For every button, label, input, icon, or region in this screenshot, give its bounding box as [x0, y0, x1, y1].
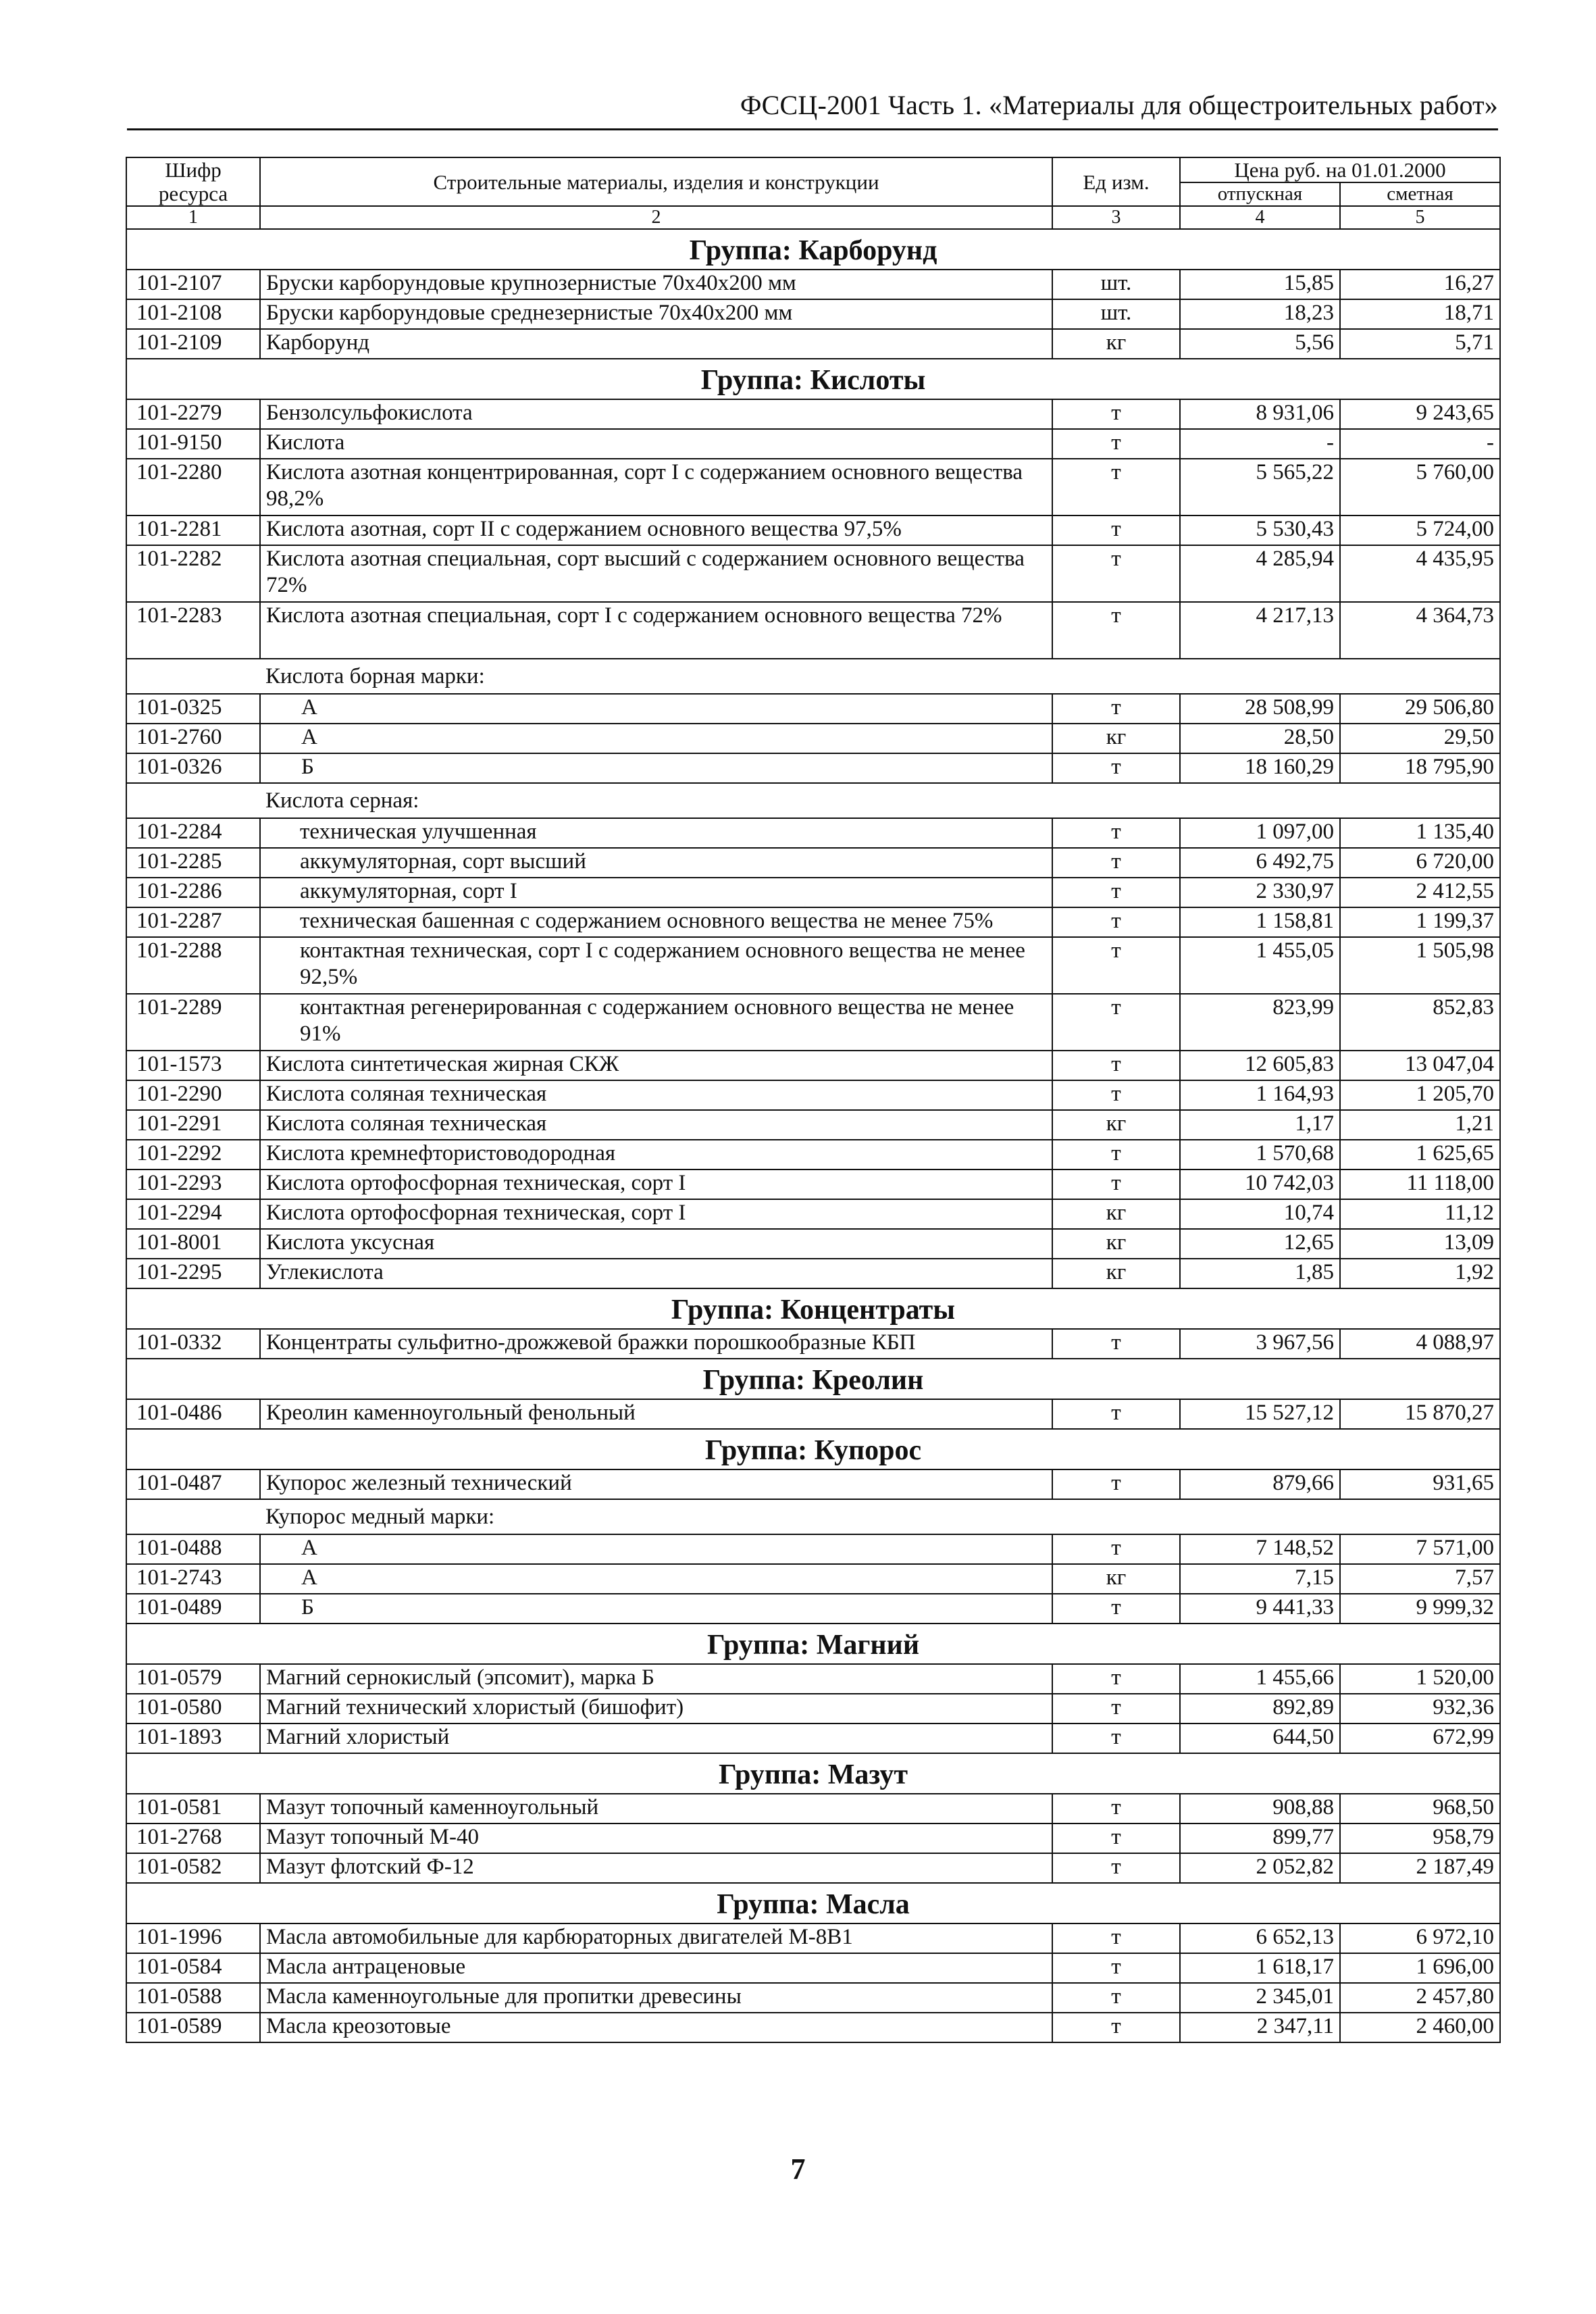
estimate-price: - [1340, 429, 1500, 459]
estimate-price: 5,71 [1340, 329, 1500, 359]
estimate-price: 1,21 [1340, 1110, 1500, 1140]
release-price: 879,66 [1180, 1469, 1340, 1499]
material-name: Кислота уксусная [260, 1229, 1052, 1259]
resource-code: 101-0581 [126, 1794, 260, 1823]
release-price: 1 158,81 [1180, 907, 1340, 937]
material-name: Масла каменноугольные для пропитки древесины [260, 1983, 1052, 2013]
unit-of-measure: т [1052, 1329, 1180, 1359]
table-row [126, 2013, 1500, 2042]
column-number: 2 [260, 206, 1052, 229]
column-number: 1 [126, 206, 260, 229]
material-name: Кислота азотная концентрированная, сорт I с содержанием основного вещества 98,2% [260, 459, 1052, 515]
material-name: Масла антраценовые [260, 1953, 1052, 1983]
release-price: - [1180, 429, 1340, 459]
release-price: 15,85 [1180, 270, 1340, 299]
material-name: аккумуляторная, сорт I [260, 878, 1052, 907]
column-header-release: отпускная [1180, 182, 1340, 206]
table-row [126, 1080, 1500, 1110]
resource-code: 101-9150 [126, 429, 260, 459]
material-name: Креолин каменноугольный фенольный [260, 1399, 1052, 1429]
resource-code: 101-2287 [126, 907, 260, 937]
material-name: Кислота соляная техническая [260, 1080, 1052, 1110]
table-row [126, 399, 1500, 429]
estimate-price: 2 460,00 [1340, 2013, 1500, 2042]
table-row [126, 1724, 1500, 1753]
estimate-price: 931,65 [1340, 1469, 1500, 1499]
table-row [126, 937, 1500, 994]
unit-of-measure: т [1052, 1664, 1180, 1694]
estimate-price: 4 088,97 [1340, 1329, 1500, 1359]
resource-code: 101-8001 [126, 1229, 260, 1259]
material-name: Бруски карборундовые среднезернистые 70х40х200 мм [260, 299, 1052, 329]
estimate-price: 4 435,95 [1340, 545, 1500, 602]
resource-code: 101-0580 [126, 1694, 260, 1724]
material-name: Кислота азотная специальная, сорт высший с содержанием основного вещества 72% [260, 545, 1052, 602]
material-name: Б [260, 753, 1052, 783]
estimate-price: 15 870,27 [1340, 1399, 1500, 1429]
table-row [126, 1399, 1500, 1429]
table-row [126, 1923, 1500, 1953]
estimate-price: 5 724,00 [1340, 515, 1500, 545]
estimate-price: 11,12 [1340, 1199, 1500, 1229]
resource-code: 101-2295 [126, 1259, 260, 1288]
unit-of-measure: т [1052, 753, 1180, 783]
release-price: 1 570,68 [1180, 1140, 1340, 1169]
group-title: Группа: Концентраты [126, 1288, 1500, 1329]
release-price: 908,88 [1180, 1794, 1340, 1823]
group-title: Группа: Купорос [126, 1429, 1500, 1469]
unit-of-measure: т [1052, 2013, 1180, 2042]
group-title-row [126, 1429, 1500, 1469]
material-name: Карборунд [260, 329, 1052, 359]
group-title: Группа: Магний [126, 1624, 1500, 1664]
group-title: Группа: Масла [126, 1883, 1500, 1923]
group-title-row [126, 1883, 1500, 1923]
unit-of-measure: т [1052, 848, 1180, 878]
column-header-name: Строительные материалы, изделия и конструкции [260, 157, 1052, 206]
unit-of-measure: т [1052, 1594, 1180, 1624]
estimate-price: 11 118,00 [1340, 1169, 1500, 1199]
resource-code: 101-0486 [126, 1399, 260, 1429]
material-name: Магний хлористый [260, 1724, 1052, 1753]
resource-code: 101-0488 [126, 1534, 260, 1564]
empty-cell [126, 1499, 260, 1534]
unit-of-measure: т [1052, 907, 1180, 937]
column-number: 5 [1340, 206, 1500, 229]
resource-code: 101-2281 [126, 515, 260, 545]
resource-code: 101-2292 [126, 1140, 260, 1169]
release-price: 10,74 [1180, 1199, 1340, 1229]
unit-of-measure: т [1052, 694, 1180, 724]
release-price: 1 455,66 [1180, 1664, 1340, 1694]
table-row [126, 545, 1500, 602]
release-price: 6 492,75 [1180, 848, 1340, 878]
material-name: А [260, 1534, 1052, 1564]
unit-of-measure: кг [1052, 1229, 1180, 1259]
group-title-row [126, 359, 1500, 399]
unit-of-measure: т [1052, 818, 1180, 848]
table-row [126, 459, 1500, 515]
material-name: Бруски карборундовые крупнозернистые 70х40х200 мм [260, 270, 1052, 299]
resource-code: 101-1996 [126, 1923, 260, 1953]
table-row [126, 1564, 1500, 1594]
material-name: Кислота азотная, сорт II с содержанием основного вещества 97,5% [260, 515, 1052, 545]
release-price: 823,99 [1180, 994, 1340, 1051]
release-price: 9 441,33 [1180, 1594, 1340, 1624]
table-row [126, 1199, 1500, 1229]
table-row [126, 1594, 1500, 1624]
group-title-row [126, 229, 1500, 270]
table-row [126, 1259, 1500, 1288]
resource-code: 101-2285 [126, 848, 260, 878]
material-name: техническая башенная с содержанием основного вещества не менее 75% [260, 907, 1052, 937]
estimate-price: 1,92 [1340, 1259, 1500, 1288]
material-name: Мазут флотский Ф-12 [260, 1853, 1052, 1883]
table-row [126, 1694, 1500, 1724]
estimate-price: 1 205,70 [1340, 1080, 1500, 1110]
resource-code: 101-0487 [126, 1469, 260, 1499]
resource-code: 101-0589 [126, 2013, 260, 2042]
resource-code: 101-2284 [126, 818, 260, 848]
table-row [126, 907, 1500, 937]
estimate-price: 7,57 [1340, 1564, 1500, 1594]
unit-of-measure: т [1052, 459, 1180, 515]
unit-of-measure: т [1052, 1983, 1180, 2013]
estimate-price: 13 047,04 [1340, 1051, 1500, 1080]
unit-of-measure: т [1052, 1399, 1180, 1429]
unit-of-measure: т [1052, 1169, 1180, 1199]
subheading: Кислота серная: [260, 783, 1500, 818]
release-price: 7 148,52 [1180, 1534, 1340, 1564]
group-title-row [126, 1753, 1500, 1794]
table-row [126, 1469, 1500, 1499]
table-row [126, 299, 1500, 329]
table-row [126, 1229, 1500, 1259]
resource-code: 101-2286 [126, 878, 260, 907]
release-price: 3 967,56 [1180, 1329, 1340, 1359]
release-price: 5 565,22 [1180, 459, 1340, 515]
resource-code: 101-2290 [126, 1080, 260, 1110]
material-name: Масла автомобильные для карбюраторных двигателей М-8В1 [260, 1923, 1052, 1953]
resource-code: 101-2280 [126, 459, 260, 515]
estimate-price: 2 187,49 [1340, 1853, 1500, 1883]
group-title-row [126, 1624, 1500, 1664]
resource-code: 101-2107 [126, 270, 260, 299]
empty-cell [126, 783, 260, 818]
table-row [126, 753, 1500, 783]
material-name: Магний технический хлористый (бишофит) [260, 1694, 1052, 1724]
estimate-price: 29 506,80 [1340, 694, 1500, 724]
resource-code: 101-2282 [126, 545, 260, 602]
resource-code: 101-2293 [126, 1169, 260, 1199]
column-header-price: Цена руб. на 01.01.2000 [1180, 157, 1500, 182]
column-header-code: Шифр ресурса [126, 157, 260, 206]
release-price: 12,65 [1180, 1229, 1340, 1259]
estimate-price: 13,09 [1340, 1229, 1500, 1259]
resource-code: 101-0325 [126, 694, 260, 724]
unit-of-measure: кг [1052, 329, 1180, 359]
resource-code: 101-1893 [126, 1724, 260, 1753]
page-header: ФССЦ-2001 Часть 1. «Материалы для общестроительных работ» [740, 90, 1498, 120]
material-name: Углекислота [260, 1259, 1052, 1288]
release-price: 644,50 [1180, 1724, 1340, 1753]
group-title: Группа: Кислоты [126, 359, 1500, 399]
unit-of-measure: т [1052, 994, 1180, 1051]
resource-code: 101-2288 [126, 937, 260, 994]
table-row [126, 818, 1500, 848]
unit-of-measure: т [1052, 1694, 1180, 1724]
estimate-price: 29,50 [1340, 724, 1500, 753]
table-row [126, 1169, 1500, 1199]
resource-code: 101-2294 [126, 1199, 260, 1229]
table-row [126, 1983, 1500, 2013]
estimate-price: 1 505,98 [1340, 937, 1500, 994]
estimate-price: 5 760,00 [1340, 459, 1500, 515]
unit-of-measure: т [1052, 429, 1180, 459]
material-name: А [260, 724, 1052, 753]
price-table [126, 157, 1501, 2043]
estimate-price: 6 720,00 [1340, 848, 1500, 878]
material-name: аккумуляторная, сорт высший [260, 848, 1052, 878]
table-row [126, 1794, 1500, 1823]
table-row [126, 1534, 1500, 1564]
resource-code: 101-2283 [126, 602, 260, 659]
release-price: 1 164,93 [1180, 1080, 1340, 1110]
table-row [126, 694, 1500, 724]
table-row [126, 515, 1500, 545]
subheading-row [126, 783, 1500, 818]
resource-code: 101-0582 [126, 1853, 260, 1883]
release-price: 10 742,03 [1180, 1169, 1340, 1199]
resource-code: 101-2291 [126, 1110, 260, 1140]
unit-of-measure: т [1052, 399, 1180, 429]
estimate-price: 968,50 [1340, 1794, 1500, 1823]
subheading: Кислота борная марки: [260, 659, 1500, 694]
unit-of-measure: т [1052, 1823, 1180, 1853]
resource-code: 101-2760 [126, 724, 260, 753]
unit-of-measure: т [1052, 1724, 1180, 1753]
table-row [126, 270, 1500, 299]
unit-of-measure: кг [1052, 1199, 1180, 1229]
column-number: 3 [1052, 206, 1180, 229]
resource-code: 101-0579 [126, 1664, 260, 1694]
estimate-price: 2 412,55 [1340, 878, 1500, 907]
estimate-price: 1 696,00 [1340, 1953, 1500, 1983]
estimate-price: 18,71 [1340, 299, 1500, 329]
resource-code: 101-0588 [126, 1983, 260, 2013]
unit-of-measure: кг [1052, 1564, 1180, 1594]
empty-cell [126, 659, 260, 694]
material-name: Кислота синтетическая жирная СКЖ [260, 1051, 1052, 1080]
resource-code: 101-0326 [126, 753, 260, 783]
column-number: 4 [1180, 206, 1340, 229]
table-row [126, 848, 1500, 878]
material-name: Кислота [260, 429, 1052, 459]
release-price: 4 217,13 [1180, 602, 1340, 659]
material-name: Купорос железный технический [260, 1469, 1052, 1499]
subheading-row [126, 1499, 1500, 1534]
estimate-price: 9 243,65 [1340, 399, 1500, 429]
estimate-price: 7 571,00 [1340, 1534, 1500, 1564]
release-price: 2 345,01 [1180, 1983, 1340, 2013]
release-price: 18,23 [1180, 299, 1340, 329]
unit-of-measure: т [1052, 1140, 1180, 1169]
table-row [126, 878, 1500, 907]
unit-of-measure: т [1052, 602, 1180, 659]
resource-code: 101-1573 [126, 1051, 260, 1080]
release-price: 5 530,43 [1180, 515, 1340, 545]
material-name: Кислота ортофосфорная техническая, сорт I [260, 1169, 1052, 1199]
table-row [126, 1953, 1500, 1983]
unit-of-measure: шт. [1052, 270, 1180, 299]
unit-of-measure: т [1052, 1080, 1180, 1110]
release-price: 2 330,97 [1180, 878, 1340, 907]
table-row [126, 1664, 1500, 1694]
estimate-price: 672,99 [1340, 1724, 1500, 1753]
release-price: 15 527,12 [1180, 1399, 1340, 1429]
resource-code: 101-0584 [126, 1953, 260, 1983]
release-price: 2 347,11 [1180, 2013, 1340, 2042]
subheading: Купорос медный марки: [260, 1499, 1500, 1534]
table-row [126, 1329, 1500, 1359]
header-rule [127, 128, 1498, 130]
unit-of-measure: т [1052, 1051, 1180, 1080]
unit-of-measure: т [1052, 1534, 1180, 1564]
release-price: 28,50 [1180, 724, 1340, 753]
unit-of-measure: т [1052, 515, 1180, 545]
estimate-price: 2 457,80 [1340, 1983, 1500, 2013]
release-price: 1 618,17 [1180, 1953, 1340, 1983]
unit-of-measure: т [1052, 878, 1180, 907]
release-price: 892,89 [1180, 1694, 1340, 1724]
estimate-price: 1 199,37 [1340, 907, 1500, 937]
estimate-price: 1 625,65 [1340, 1140, 1500, 1169]
material-name: Кислота ортофосфорная техническая, сорт I [260, 1199, 1052, 1229]
subheading-row [126, 659, 1500, 694]
unit-of-measure: кг [1052, 1110, 1180, 1140]
group-title: Группа: Мазут [126, 1753, 1500, 1794]
release-price: 7,15 [1180, 1564, 1340, 1594]
column-header-estimate: сметная [1340, 182, 1500, 206]
unit-of-measure: т [1052, 1794, 1180, 1823]
estimate-price: 1 135,40 [1340, 818, 1500, 848]
release-price: 1 097,00 [1180, 818, 1340, 848]
resource-code: 101-2768 [126, 1823, 260, 1853]
estimate-price: 852,83 [1340, 994, 1500, 1051]
resource-code: 101-2108 [126, 299, 260, 329]
material-name: А [260, 1564, 1052, 1594]
release-price: 4 285,94 [1180, 545, 1340, 602]
material-name: Мазут топочный каменноугольный [260, 1794, 1052, 1823]
release-price: 1 455,05 [1180, 937, 1340, 994]
unit-of-measure: т [1052, 1923, 1180, 1953]
estimate-price: 1 520,00 [1340, 1664, 1500, 1694]
material-name: А [260, 694, 1052, 724]
table-row [126, 1823, 1500, 1853]
unit-of-measure: т [1052, 937, 1180, 994]
release-price: 18 160,29 [1180, 753, 1340, 783]
estimate-price: 16,27 [1340, 270, 1500, 299]
unit-of-measure: кг [1052, 1259, 1180, 1288]
release-price: 899,77 [1180, 1823, 1340, 1853]
estimate-price: 18 795,90 [1340, 753, 1500, 783]
group-title: Группа: Креолин [126, 1359, 1500, 1399]
release-price: 6 652,13 [1180, 1923, 1340, 1953]
material-name: техническая улучшенная [260, 818, 1052, 848]
release-price: 1,17 [1180, 1110, 1340, 1140]
table-row [126, 1853, 1500, 1883]
resource-code: 101-2743 [126, 1564, 260, 1594]
estimate-price: 932,36 [1340, 1694, 1500, 1724]
material-name: Мазут топочный М-40 [260, 1823, 1052, 1853]
table-row [126, 329, 1500, 359]
table-row [126, 1140, 1500, 1169]
table-row [126, 429, 1500, 459]
unit-of-measure: кг [1052, 724, 1180, 753]
material-name: Бензолсульфокислота [260, 399, 1052, 429]
material-name: Магний сернокислый (эпсомит), марка Б [260, 1664, 1052, 1694]
estimate-price: 9 999,32 [1340, 1594, 1500, 1624]
resource-code: 101-2279 [126, 399, 260, 429]
material-name: Масла креозотовые [260, 2013, 1052, 2042]
release-price: 5,56 [1180, 329, 1340, 359]
material-name: Кислота азотная специальная, сорт I с содержанием основного вещества 72% [260, 602, 1052, 659]
material-name: Концентраты сульфитно-дрожжевой бражки порошкообразные КБП [260, 1329, 1052, 1359]
resource-code: 101-2289 [126, 994, 260, 1051]
material-name: контактная регенерированная с содержанием основного вещества не менее 91% [260, 994, 1052, 1051]
resource-code: 101-2109 [126, 329, 260, 359]
unit-of-measure: т [1052, 1953, 1180, 1983]
material-name: Б [260, 1594, 1052, 1624]
estimate-price: 6 972,10 [1340, 1923, 1500, 1953]
estimate-price: 958,79 [1340, 1823, 1500, 1853]
release-price: 1,85 [1180, 1259, 1340, 1288]
resource-code: 101-0332 [126, 1329, 260, 1359]
table-row [126, 1051, 1500, 1080]
unit-of-measure: шт. [1052, 299, 1180, 329]
resource-code: 101-0489 [126, 1594, 260, 1624]
table-row [126, 602, 1500, 659]
unit-of-measure: т [1052, 545, 1180, 602]
release-price: 2 052,82 [1180, 1853, 1340, 1883]
table-row [126, 994, 1500, 1051]
material-name: Кислота соляная техническая [260, 1110, 1052, 1140]
estimate-price: 4 364,73 [1340, 602, 1500, 659]
release-price: 8 931,06 [1180, 399, 1340, 429]
table-row [126, 1110, 1500, 1140]
material-name: Кислота кремнефтористоводородная [260, 1140, 1052, 1169]
group-title-row [126, 1359, 1500, 1399]
release-price: 12 605,83 [1180, 1051, 1340, 1080]
unit-of-measure: т [1052, 1469, 1180, 1499]
release-price: 28 508,99 [1180, 694, 1340, 724]
unit-of-measure: т [1052, 1853, 1180, 1883]
material-name: контактная техническая, сорт I с содержанием основного вещества не менее 92,5% [260, 937, 1052, 994]
table-row [126, 724, 1500, 753]
page-number: 7 [790, 2153, 806, 2186]
column-header-unit: Ед изм. [1052, 157, 1180, 206]
group-title: Группа: Карборунд [126, 229, 1500, 270]
group-title-row [126, 1288, 1500, 1329]
